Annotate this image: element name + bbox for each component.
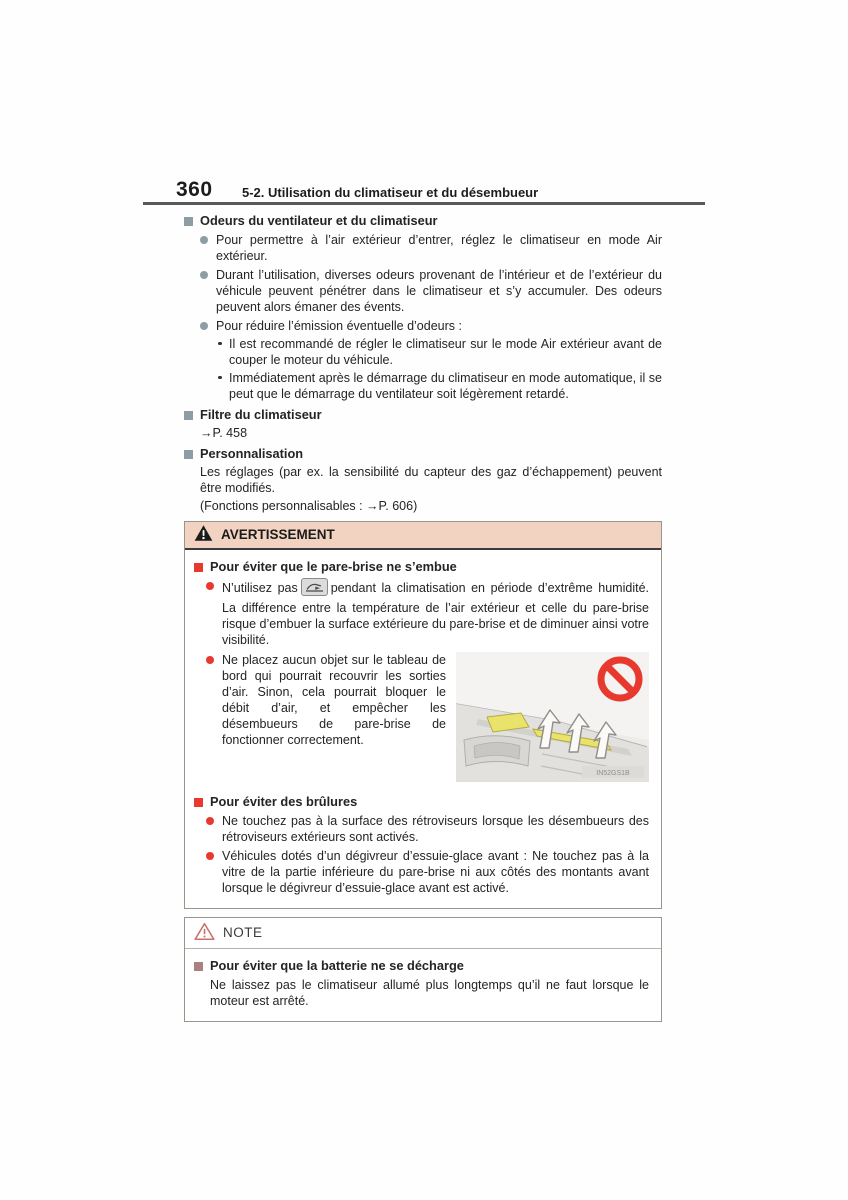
- square-bullet-icon: [184, 450, 193, 459]
- circle-bullet-icon: [206, 582, 214, 590]
- note-subheading-label: Pour éviter que la batterie ne se décharge: [210, 958, 464, 973]
- list-item: [206, 652, 446, 782]
- list-item: [200, 318, 662, 402]
- list-item-text: Ne placez aucun objet sur le tableau de bord qui pourrait recouvrir les sorties d’air. Sinon, cela pourrait bloquer le débit d’air, et empêcher les désembueurs de pare-brise de fonctionner correctement.: [222, 653, 446, 747]
- note-box-body: [185, 949, 661, 1021]
- square-bullet-icon: [194, 563, 203, 572]
- dashboard-illustration: [456, 652, 649, 782]
- list-item: [206, 848, 649, 896]
- square-bullet-icon: [194, 798, 203, 807]
- section-heading-label: Odeurs du ventilateur et du climatiseur: [200, 213, 438, 228]
- warning-group-body: [194, 578, 649, 788]
- list-item-text: Pour réduire l’émission éventuelle d’odeurs :: [216, 319, 462, 333]
- page-reference: →P. 458: [200, 426, 248, 440]
- section-body-filtre: [184, 425, 662, 441]
- note-box-header: [185, 918, 661, 949]
- recirculation-button-icon: [301, 578, 328, 600]
- list-item-text: pendant la climatisation en période d’extrême humidité. La différence entre la température de l’air extérieur et celle du pare-brise risque d’embuer la surface extérieure du pare-brise et de diminuer ainsi votre visibilité.: [222, 581, 650, 647]
- text-and-figure-row: [206, 652, 649, 782]
- note-text: Ne laissez pas le climatiseur allumé plus longtemps qu’il ne faut lorsque le moteur est arrêté.: [210, 978, 649, 1008]
- warning-subheading-label: Pour éviter que le pare-brise ne s’embue: [210, 559, 457, 574]
- note-box-title: NOTE: [223, 925, 263, 940]
- section-body-personnalisation: [184, 464, 662, 514]
- list-item-text: N’utilisez pas: [222, 581, 298, 595]
- section-body-odeurs: [184, 232, 662, 402]
- note-triangle-icon: [194, 922, 215, 945]
- circle-bullet-icon: [206, 656, 214, 664]
- section-heading-label: Personnalisation: [200, 446, 304, 461]
- circle-bullet-icon: [206, 852, 214, 860]
- sub-list-item: [216, 336, 662, 368]
- section-heading-personnalisation: [184, 446, 662, 462]
- body-text: Les réglages (par ex. la sensibilité du capteur des gaz d’échappement) peuvent être modifiés.: [200, 465, 662, 495]
- section-heading-label: Filtre du climatiseur: [200, 407, 322, 422]
- list-item-text: Durant l’utilisation, diverses odeurs provenant de l’intérieur et de l’extérieur du véhicule peuvent pénétrer dans le climatiseur et s’y accumuler. Des odeurs peuvent alors émaner des évents.: [216, 268, 662, 314]
- warning-group-body: [194, 813, 649, 896]
- square-bullet-icon: [184, 217, 193, 226]
- list-item-text: Véhicules dotés d’un dégivreur d’essuie-glace avant : Ne touchez pas à la vitre de la partie inférieure du pare-brise ni aux côtés des montants avant lorsque le dégivreur d’essuie-glace avant est activé.: [222, 849, 649, 895]
- warning-box-header: [185, 522, 661, 550]
- sub-list-item: [216, 370, 662, 402]
- list-item: [200, 232, 662, 264]
- note-box: [184, 917, 662, 1022]
- page-title: 5-2. Utilisation du climatiseur et du désembueur: [242, 185, 539, 200]
- section-heading-odeurs: [184, 213, 662, 229]
- dot-bullet-icon: [218, 376, 222, 380]
- warning-triangle-icon: [194, 524, 213, 546]
- dot-bullet-icon: [218, 342, 222, 346]
- header-rule: [143, 202, 705, 205]
- warning-subheading-label: Pour éviter des brûlures: [210, 794, 358, 809]
- circle-bullet-icon: [200, 236, 208, 244]
- sub-list-item-text: Immédiatement après le démarrage du climatiseur en mode automatique, il se peut que le démarrage du ventilateur soit légèrement retardé.: [229, 371, 662, 401]
- list-item-text: Pour permettre à l’air extérieur d’entrer, réglez le climatiseur en mode Air extérieur.: [216, 233, 662, 263]
- sub-list-item-text: Il est recommandé de régler le climatiseur sur le mode Air extérieur avant de couper le moteur du véhicule.: [229, 337, 662, 367]
- note-subheading: [194, 958, 649, 974]
- warning-box-body: [185, 550, 661, 908]
- page-reference: (Fonctions personnalisables : →P. 606): [200, 499, 418, 513]
- list-item: [206, 578, 649, 648]
- circle-bullet-icon: [200, 322, 208, 330]
- list-item: [200, 267, 662, 315]
- list-item-text: Ne touchez pas à la surface des rétroviseurs lorsque les désembueurs des rétroviseurs extérieurs sont activés.: [222, 814, 649, 844]
- warning-subheading: [194, 794, 649, 810]
- warning-box: [184, 521, 662, 909]
- main-content: [184, 213, 662, 1022]
- page-number: 360: [176, 178, 213, 201]
- figure-label: IN52GS1B: [596, 770, 630, 777]
- square-bullet-icon: [194, 962, 203, 971]
- square-bullet-icon: [184, 411, 193, 420]
- warning-subheading: [194, 559, 649, 575]
- warning-box-title: AVERTISSEMENT: [221, 527, 335, 542]
- list-item: [206, 813, 649, 845]
- circle-bullet-icon: [206, 817, 214, 825]
- section-heading-filtre: [184, 407, 662, 423]
- circle-bullet-icon: [200, 271, 208, 279]
